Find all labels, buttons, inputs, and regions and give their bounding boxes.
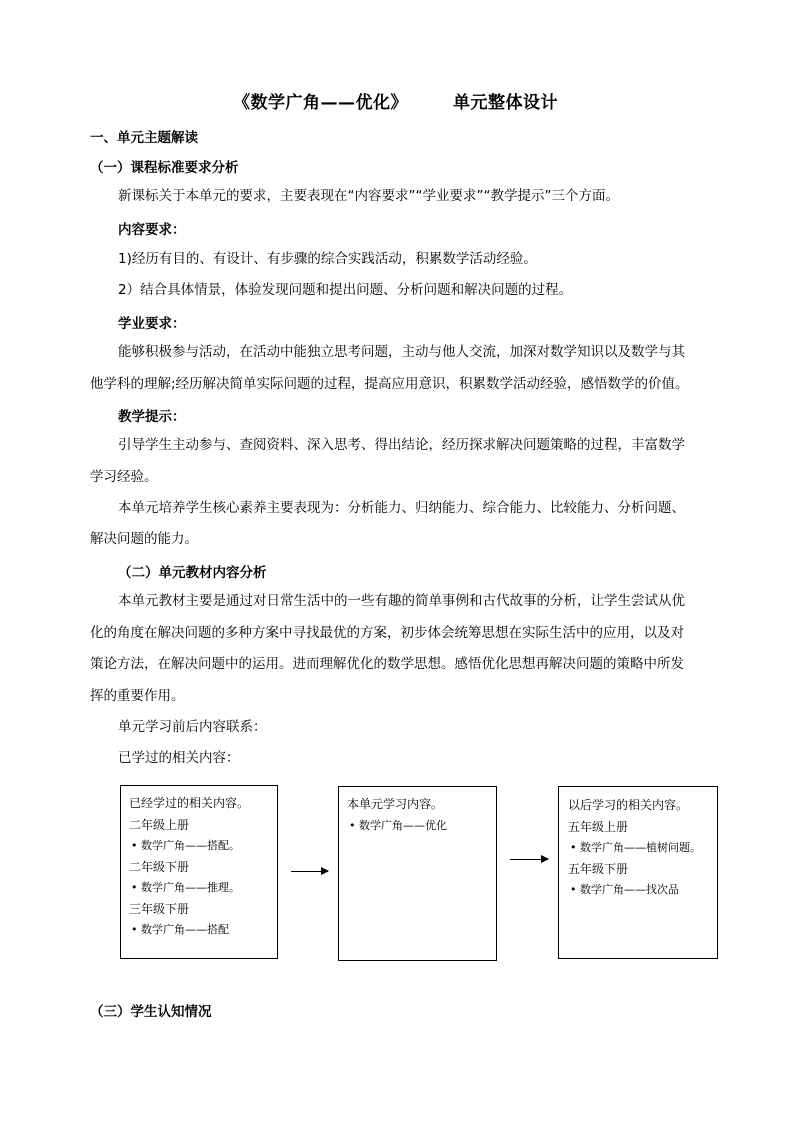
page-title: 《数学广角——优化》: [233, 93, 408, 113]
future-item-5b: • 数学广角——找次品: [570, 883, 679, 896]
prior-item-3b: • 数学广角——搭配: [131, 923, 229, 936]
prior-item-2a: • 数学广角——搭配。: [131, 839, 240, 852]
learned-content-label: 已学过的相关内容：: [118, 750, 240, 766]
arrow-right-1: [291, 871, 328, 872]
prior-item-2b: • 数学广角——推理。: [131, 881, 240, 894]
current-item: • 数学广角——优化: [349, 819, 447, 832]
future-grade-5a: 五年级上册: [568, 820, 629, 834]
content-requirement-1: 1)经历有目的、有设计、有步骤的综合实践活动，积累数学活动经验。: [118, 251, 537, 267]
prior-grade-2b: 二年级下册: [129, 860, 190, 874]
content-requirement-label: 内容要求：: [118, 222, 186, 238]
textbook-analysis-line2: 化的角度在解决问题的多种方案中寻找最优的方案，初步体会统筹思想在实际生活中的应用，以及对: [90, 625, 684, 641]
future-content-box: [558, 786, 718, 959]
future-item-5a: • 数学广角——植树问题。: [570, 841, 701, 854]
textbook-analysis-line1: 本单元教材主要是通过对日常生活中的一些有趣的简单事例和古代故事的分析，让学生尝试从优: [118, 593, 685, 609]
prior-box-title: 已经学过的相关内容。: [129, 796, 250, 810]
unit-link-label: 单元学习前后内容联系：: [118, 719, 267, 735]
future-box-title: 以后学习的相关内容。: [568, 798, 689, 812]
future-grade-5b: 五年级下册: [568, 862, 629, 876]
academic-requirement-line2: 他学科的理解;经历解决简单实际问题的过程，提高应用意识，积累数学活动经验，感悟数学的价值。: [90, 376, 689, 392]
prior-content-box: [120, 785, 278, 959]
textbook-analysis-line3: 策论方法，在解决问题中的运用。进而理解优化的数学思想。感悟优化思想再解决问题的策略中所发: [90, 656, 684, 672]
subsection-heading-curriculum: （一）课程标准要求分析: [90, 160, 239, 176]
arrow-right-2: [510, 859, 548, 860]
content-requirement-2: 2）结合具体情景，体验发现问题和提出问题、分析问题和解决问题的过程。: [118, 282, 573, 298]
teaching-tip-line1: 引导学生主动参与、查阅资料、深入思考、得出结论，经历探求解决问题策略的过程，丰富数学: [118, 437, 685, 453]
curriculum-intro: 新课标关于本单元的要求，主要表现在“内容要求”“学业要求”“教学提示”三个方面。: [118, 188, 619, 204]
textbook-analysis-line4: 挥的重要作用。: [90, 688, 185, 704]
core-literacy-line1: 本单元培养学生核心素养主要表现为：分析能力、归纳能力、综合能力、比较能力、分析问题、: [118, 500, 685, 516]
prior-grade-3b: 三年级下册: [129, 902, 190, 916]
current-content-box: [338, 786, 497, 961]
section-heading-unit-theme: 一、单元主题解读: [90, 130, 198, 146]
academic-requirement-line1: 能够积极参与活动，在活动中能独立思考问题，主动与他人交流，加深对数学知识以及数学与其: [118, 344, 685, 360]
prior-grade-2a: 二年级上册: [129, 818, 190, 832]
core-literacy-line2: 解决问题的能力。: [90, 531, 198, 547]
subsection-heading-cognition: （三）学生认知情况: [90, 1004, 212, 1020]
subsection-heading-textbook: （二）单元教材内容分析: [118, 565, 267, 581]
current-box-title: 本单元学习内容。: [347, 797, 444, 811]
page-subtitle: 单元整体设计: [453, 93, 558, 113]
teaching-tip-label: 教学提示：: [118, 409, 186, 425]
teaching-tip-line2: 学习经验。: [90, 469, 158, 485]
academic-requirement-label: 学业要求：: [118, 316, 186, 332]
